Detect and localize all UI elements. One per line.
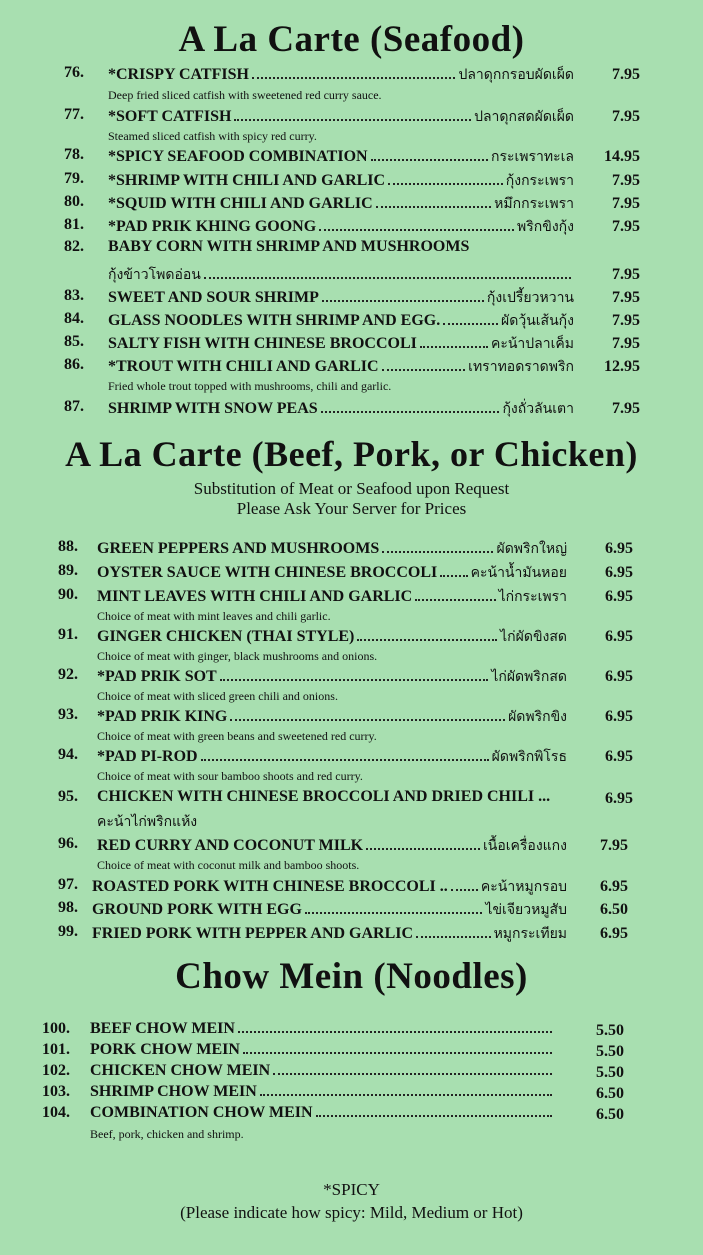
item-number: 101. <box>42 1041 70 1058</box>
item-name: BEEF CHOW MEIN <box>90 1020 235 1037</box>
item-name: *PAD PRIK SOT <box>97 668 217 685</box>
item-name-row <box>90 1062 555 1080</box>
leader-dots <box>305 902 482 914</box>
leader-dots <box>382 541 493 553</box>
item-number: 96. <box>58 835 78 852</box>
item-price: 7.95 <box>612 172 640 189</box>
item-thai-name: คะน้าปลาเค็ม <box>490 336 574 352</box>
item-number: 80. <box>64 193 84 210</box>
item-thai-name: ไก่กระเพรา <box>498 589 567 605</box>
item-price: 7.95 <box>612 266 640 283</box>
item-price: 6.95 <box>605 708 633 725</box>
leader-dots <box>319 219 514 231</box>
spicy-instructions: (Please indicate how spicy: Mild, Medium or Hot) <box>180 1203 523 1222</box>
item-price: 6.95 <box>605 540 633 557</box>
item-thai-name: กระเพราทะเล <box>490 149 574 165</box>
item-number: 85. <box>64 333 84 350</box>
item-price: 7.95 <box>612 335 640 352</box>
item-number: 77. <box>64 106 84 123</box>
item-name: GREEN PEPPERS AND MUSHROOMS <box>97 540 380 557</box>
item-thai-name: กุ้งถั่วลันเตา <box>502 401 574 417</box>
item-thai-name: เนื้อเครื่องแกง <box>482 838 567 854</box>
item-description: Fried whole trout topped with mushrooms, chili and garlic. <box>108 379 392 393</box>
item-price: 7.95 <box>612 66 640 83</box>
item-thai-name: กุ้งเปรี้ยวหวาน <box>486 290 574 306</box>
item-number: 94. <box>58 746 78 763</box>
leader-dots <box>322 290 484 302</box>
item-name: OYSTER SAUCE WITH CHINESE BROCCOLI <box>97 564 438 581</box>
item-name-row <box>108 264 574 286</box>
item-number: 90. <box>58 586 78 603</box>
item-name-row <box>108 356 574 378</box>
item-description: Steamed sliced catfish with spicy red curry. <box>108 129 317 143</box>
server-note: Please Ask Your Server for Prices <box>236 499 467 518</box>
item-number: 104. <box>42 1104 70 1121</box>
item-thai-name: คะน้าไก่พริกแห้ง <box>97 814 198 830</box>
item-thai-name: คะน้าหมูกรอบ <box>480 879 567 895</box>
item-price: 7.95 <box>612 400 640 417</box>
item-thai-name: คะน้าน้ำมันหอย <box>470 565 567 581</box>
leader-dots <box>273 1063 552 1075</box>
item-name-row <box>90 1041 555 1059</box>
item-name: ROASTED PORK WITH CHINESE BROCCOLI .. <box>92 878 448 895</box>
meat-section-title: A La Carte (Beef, Pork, or Chicken) <box>65 434 638 474</box>
item-price: 6.95 <box>605 790 633 807</box>
item-name: *SOFT CATFISH <box>108 108 232 125</box>
item-name: PORK CHOW MEIN <box>90 1041 240 1058</box>
item-price: 6.95 <box>605 668 633 685</box>
item-thai-name: ไก่ผัดขิงสด <box>500 629 567 645</box>
item-name-row <box>97 586 567 608</box>
item-description: Choice of meat with mint leaves and chili garlic. <box>97 609 331 623</box>
item-thai-name: กุ้งกระเพรา <box>505 173 574 189</box>
item-number: 79. <box>64 170 84 187</box>
item-price: 14.95 <box>604 148 640 165</box>
item-name-row <box>108 193 574 215</box>
item-name-row <box>97 835 567 857</box>
item-name: SALTY FISH WITH CHINESE BROCCOLI <box>108 335 417 352</box>
item-thai-name: หมูกระเทียม <box>493 926 567 942</box>
item-name: *PAD PRIK KING <box>97 708 228 725</box>
item-name-row <box>90 1083 555 1101</box>
noodles-section-title: Chow Mein (Noodles) <box>175 956 528 997</box>
item-thai-name: ปลาดุกกรอบผัดเผ็ด <box>458 67 574 83</box>
item-name: CHICKEN CHOW MEIN <box>90 1062 271 1079</box>
item-thai-name: ไก่ผัดพริกสด <box>491 669 567 685</box>
leader-dots <box>357 629 497 641</box>
item-number: 83. <box>64 287 84 304</box>
leader-dots <box>371 149 488 161</box>
item-price: 7.95 <box>612 289 640 306</box>
item-thai-name: เทราทอดราดพริก <box>468 359 574 375</box>
item-number: 99. <box>58 923 78 940</box>
item-price: 6.50 <box>596 1106 624 1123</box>
item-price: 6.50 <box>596 1085 624 1102</box>
item-name: BABY CORN WITH SHRIMP AND MUSHROOMS <box>108 238 470 255</box>
item-description: Choice of meat with green beans and sweetened red curry. <box>97 729 377 743</box>
leader-dots <box>321 401 500 413</box>
item-price: 7.95 <box>612 108 640 125</box>
item-thai-name: ปลาดุกสดผัดเผ็ด <box>474 109 574 125</box>
item-number: 100. <box>42 1020 70 1037</box>
item-price: 6.95 <box>600 878 628 895</box>
item-price: 6.95 <box>605 748 633 765</box>
item-name: COMBINATION CHOW MEIN <box>90 1104 313 1121</box>
item-thai-name: หมึกกระเพรา <box>494 196 574 212</box>
item-name-row <box>90 1020 555 1038</box>
leader-dots <box>220 669 489 681</box>
item-thai-name: ผัดพริกใหญ่ <box>496 541 567 557</box>
item-number: 102. <box>42 1062 70 1079</box>
spicy-legend: *SPICY <box>323 1180 380 1199</box>
item-name-row <box>108 170 574 192</box>
leader-dots <box>415 589 495 601</box>
item-name-row <box>97 788 567 806</box>
leader-dots <box>440 565 467 577</box>
leader-dots <box>443 313 498 325</box>
item-price: 7.95 <box>600 837 628 854</box>
item-name: GLASS NOODLES WITH SHRIMP AND EGG. <box>108 312 441 329</box>
seafood-section-title: A La Carte (Seafood) <box>178 19 525 60</box>
item-price: 7.95 <box>612 312 640 329</box>
item-price: 6.50 <box>600 901 628 918</box>
item-price: 7.95 <box>612 195 640 212</box>
item-price: 7.95 <box>612 218 640 235</box>
item-number: 93. <box>58 706 78 723</box>
item-name-row <box>108 106 574 128</box>
item-name: *CRISPY CATFISH <box>108 66 249 83</box>
item-thai-name: ผัดวุ้นเส้นกุ้ง <box>501 313 574 329</box>
leader-dots <box>252 67 456 79</box>
leader-dots <box>260 1084 552 1096</box>
item-name: *PAD PI-ROD <box>97 748 198 765</box>
item-name-row <box>108 146 574 168</box>
item-number: 86. <box>64 356 84 373</box>
item-name-row <box>108 64 574 86</box>
item-name-row <box>92 923 567 945</box>
leader-dots <box>230 709 505 721</box>
item-price: 6.95 <box>605 628 633 645</box>
item-number: 95. <box>58 788 78 805</box>
item-description: Beef, pork, chicken and shrimp. <box>90 1127 244 1141</box>
item-number: 78. <box>64 146 84 163</box>
item-number: 84. <box>64 310 84 327</box>
item-thai-name: กุ้งข้าวโพดอ่อน <box>108 267 201 283</box>
leader-dots <box>316 1105 552 1117</box>
item-name: SHRIMP WITH SNOW PEAS <box>108 400 318 417</box>
leader-dots <box>201 749 489 761</box>
leader-dots <box>243 1042 552 1054</box>
item-name-row <box>97 746 567 768</box>
item-name: FRIED PORK WITH PEPPER AND GARLIC <box>92 925 414 942</box>
item-name: SWEET AND SOUR SHRIMP <box>108 289 319 306</box>
item-description: Choice of meat with ginger, black mushrooms and onions. <box>97 649 378 663</box>
item-name: *TROUT WITH CHILI AND GARLIC <box>108 358 379 375</box>
item-name-row <box>108 398 574 420</box>
item-name-row <box>97 666 567 688</box>
item-name-row <box>92 899 567 921</box>
item-name-row <box>108 238 574 256</box>
item-number: 88. <box>58 538 78 555</box>
item-name-row <box>108 216 574 238</box>
item-thai-name: ไข่เจียวหมูสับ <box>485 902 567 918</box>
item-name: *SPICY SEAFOOD COMBINATION <box>108 148 368 165</box>
item-number: 97. <box>58 876 78 893</box>
item-description: Choice of meat with sour bamboo shoots and red curry. <box>97 769 363 783</box>
leader-dots <box>234 109 471 121</box>
item-number: 103. <box>42 1083 70 1100</box>
item-name-row <box>92 876 567 898</box>
item-price: 5.50 <box>596 1064 624 1081</box>
item-name: GINGER CHICKEN (THAI STYLE) <box>97 628 355 645</box>
item-thai-name: ผัดพริกพิโรธ <box>491 749 567 765</box>
item-name-row <box>97 538 567 560</box>
item-name: SHRIMP CHOW MEIN <box>90 1083 257 1100</box>
leader-dots <box>366 838 480 850</box>
leader-dots <box>238 1021 552 1033</box>
leader-dots <box>376 196 492 208</box>
substitution-note: Substitution of Meat or Seafood upon Request <box>193 479 510 498</box>
item-number: 87. <box>64 398 84 415</box>
item-price: 5.50 <box>596 1043 624 1060</box>
item-name-row <box>90 1104 555 1122</box>
item-price: 6.95 <box>605 588 633 605</box>
item-name-row <box>97 562 567 584</box>
item-name: GROUND PORK WITH EGG <box>92 901 302 918</box>
leader-dots <box>204 267 571 279</box>
item-price: 6.95 <box>600 925 628 942</box>
item-price: 5.50 <box>596 1022 624 1039</box>
item-description: Deep fried sliced catfish with sweetened red curry sauce. <box>108 88 382 102</box>
item-name-row <box>108 287 574 309</box>
item-number: 81. <box>64 216 84 233</box>
item-number: 82. <box>64 238 84 255</box>
item-number: 92. <box>58 666 78 683</box>
item-number: 89. <box>58 562 78 579</box>
item-number: 76. <box>64 64 84 81</box>
item-name: *SHRIMP WITH CHILI AND GARLIC <box>108 172 386 189</box>
item-name-row <box>97 626 567 648</box>
item-name-row <box>108 333 574 355</box>
leader-dots <box>420 336 488 348</box>
item-name-row <box>97 706 567 728</box>
item-description: Choice of meat with sliced green chili and onions. <box>97 689 338 703</box>
item-price: 6.95 <box>605 564 633 581</box>
item-name: *PAD PRIK KHING GOONG <box>108 218 317 235</box>
item-name: *SQUID WITH CHILI AND GARLIC <box>108 195 373 212</box>
item-thai-name: ผัดพริกขิง <box>508 709 567 725</box>
item-name: MINT LEAVES WITH CHILI AND GARLIC <box>97 588 413 605</box>
leader-dots <box>451 879 478 891</box>
item-name: RED CURRY AND COCONUT MILK <box>97 837 364 854</box>
leader-dots <box>416 926 491 938</box>
item-description: Choice of meat with coconut milk and bamboo shoots. <box>97 858 360 872</box>
item-price: 12.95 <box>604 358 640 375</box>
item-thai-name: พริกขิงกุ้ง <box>517 219 574 235</box>
leader-dots <box>382 359 466 371</box>
leader-dots <box>388 173 503 185</box>
item-name-row <box>108 310 574 332</box>
item-number: 91. <box>58 626 78 643</box>
item-name: CHICKEN WITH CHINESE BROCCOLI AND DRIED CHILI ... <box>97 788 551 805</box>
item-number: 98. <box>58 899 78 916</box>
